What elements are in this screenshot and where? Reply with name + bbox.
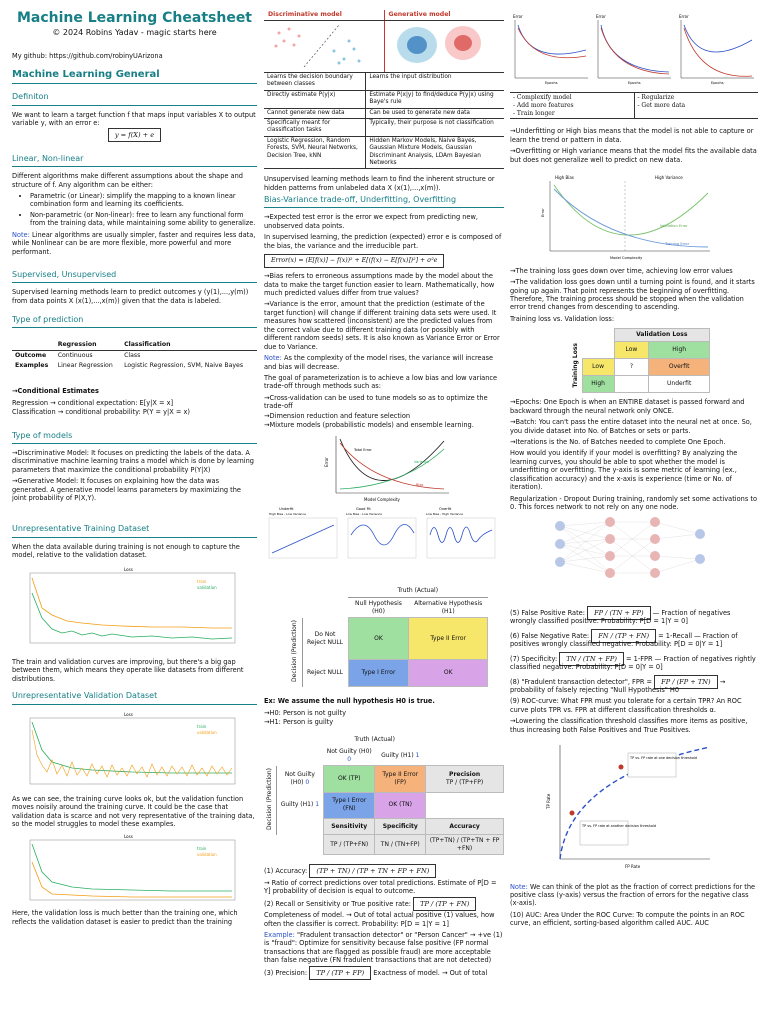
recall-formula: TP / (TP + FN) (413, 897, 476, 911)
underfit-line (272, 525, 334, 553)
cond-title: → Conditional Estimates (12, 387, 257, 395)
unrep-train-chart (12, 563, 242, 653)
remedy-item: - Add more features (513, 102, 574, 110)
cm-zero: 0 (347, 755, 352, 763)
legend-train: train (197, 845, 207, 851)
table-cell: Directly estimate P(y|x) (264, 90, 366, 108)
specificity-label: (7) Specificity: (510, 654, 558, 663)
legend-validation: validation (197, 729, 217, 735)
variance-curve (340, 449, 444, 489)
gen-header: Generative model (388, 11, 451, 18)
cm-acc-formula: (TP+TN) / (TP+TN + FP +FN) (426, 835, 504, 855)
definition-formula: y = f(X) + e (108, 128, 161, 142)
precision-formula: TP / (TP + FP) (309, 966, 371, 980)
example-h1: → H1: Person is guilty (264, 718, 504, 726)
hyp-cell-ok: OK (409, 659, 488, 686)
accuracy-desc: → Ratio of correct predictions over total predictions. Estimate of P[D = Y] probability of decision is equal to outcome. (264, 878, 497, 896)
fpr-label: (5) False Positive Rate: (510, 608, 585, 617)
remedy-item: - Get more data (637, 102, 686, 110)
table-cell: Class (124, 352, 141, 360)
table-cell: Typically, their purpose is not classification (366, 118, 504, 136)
hyp-reject: Reject NULL (306, 669, 344, 677)
subsection-unrep-train: Unrepresentative Training Dataset (12, 524, 257, 537)
plot-y-label: Error (513, 14, 523, 19)
roc-annotation: TP vs. FP rate at one decision threshold (630, 756, 698, 761)
note-label: Note: (264, 354, 282, 363)
table-cell: Cannot generate new data (264, 108, 366, 118)
plot-x-label: Epochs (545, 81, 558, 85)
threshold-point (619, 765, 624, 770)
column-middle (264, 0, 504, 1024)
x-label: Model Complexity (364, 496, 400, 502)
unrep-train-text: When the data available during training is not enough to capture the model, relative to the validation dataset. (12, 542, 240, 560)
legend-validation: validation (197, 851, 217, 857)
table-row (264, 90, 504, 108)
iterations-text: → Iterations is the No. of Batches needed to complete One Epoch. (510, 438, 758, 446)
linear-note: Linear algorithms are usually simpler, faster and requires less data, while Nonlinear can be are more flexible, more powerful and more performant. (12, 230, 256, 256)
bv-composition: In supervised learning, the prediction (expected) error e is composed of the bias, the variance and the irreducible part. (264, 233, 502, 250)
fnr-formula: FN / (TP + FN) (591, 629, 656, 643)
hyp-truth: Truth (Actual) (348, 585, 488, 597)
loss-cell-overfit: Overfit (649, 359, 710, 376)
roc-note: We can think of the plot as the fraction of correct predictions for the positive class (y-axis) versus the fraction of errors for the negative class (x-axis). (510, 882, 756, 908)
cm-truth: Truth (Actual) (354, 736, 395, 744)
cm-sensitivity: Sensitivity (331, 822, 368, 830)
cm-cell-fn: Type I Error (FN) (324, 792, 375, 818)
cm-zero: 0 (305, 779, 310, 786)
page-title: Machine Learning Cheatsheet (16, 10, 253, 26)
example-h0: → H0: Person is not guilty (264, 709, 504, 717)
table-header (12, 340, 55, 350)
table-row (264, 118, 504, 136)
y-label: Error (324, 456, 329, 467)
cm-not-guilty: Not Guilty (H0) (284, 771, 315, 786)
loss-p2: → The validation loss goes down until a turning point is found, and it starts going up again. That point represents the beginning of overfitting. Therefore, The training process should be stopped when the validation error trend changes from descending to ascending. (510, 278, 758, 312)
table-cell: Estimate P(x|y) to find/deduce P(y|x) using Baye's rule (366, 90, 504, 108)
remedy-item: - Regularize (637, 94, 675, 102)
hyp-alt: Alternative Hypothesis (H1) (414, 600, 483, 615)
list-item: • Parametric (or Linear): simplify the mapping to a known linear combination form and learning its coefficients. (30, 192, 257, 209)
dropout-text: Regularization - Dropout During training, randomly set some activations to 0. This forces network to not rely on any one node. (510, 494, 758, 511)
bv-method: → Dimension reduction and feature selection (264, 412, 504, 420)
learning-curve-panel (679, 14, 754, 85)
prediction-table (12, 340, 257, 371)
hyp-dnr: Do Not Reject NULL (306, 631, 344, 646)
cm-cell-fp: Type II Error (FP) (375, 766, 426, 792)
legend-train: train (197, 578, 207, 584)
cm-one: 1 (415, 751, 420, 759)
hyp-cell-type2: Type II Error (409, 618, 488, 659)
learning-curves-figure (510, 10, 758, 90)
cm-one: 1 (315, 801, 320, 809)
x-label: Model Complexity (610, 256, 643, 261)
disc-header: Discriminative model (268, 11, 342, 18)
cm-guilty: Guilty (H1) (381, 751, 414, 759)
table-row (12, 361, 257, 371)
specificity-formula: TN / (TN + FP) (559, 652, 624, 666)
page-subtitle: © 2024 Robins Yadav - magic starts here (52, 27, 217, 37)
list-item: • Non-parametric (or Non-linear): free to learn any functional form from the training data, while maintaining some ability to generalize. (30, 211, 257, 228)
plot-x-label: Epochs (628, 81, 641, 85)
fraud-formula: FP / (FP + TN) (654, 675, 717, 689)
fit-label: Overfit (439, 507, 452, 512)
table-header: Regression (55, 340, 121, 350)
table-cell: Can be used to generate new data (366, 108, 504, 118)
table-cell: Logistic Regression, SVM, Naive Bayes (124, 362, 244, 370)
fit-sublabel: Low Bias - High Variance (426, 512, 463, 517)
variance-label: Variance (414, 459, 430, 464)
hyp-decision: Decision (Prediction) (266, 767, 273, 830)
table-cell: Examples (15, 362, 49, 370)
remedies-table (510, 92, 758, 119)
plot-title: Loss (124, 566, 133, 572)
unrep-val-caption-2: Here, the validation loss is much better than the training one, which reflects the validation dataset is easier to predict than the training (12, 909, 238, 926)
goodfit-curve (351, 524, 414, 545)
linear-list (30, 192, 257, 228)
subsection-models: Type of models (12, 431, 257, 444)
section-ml-general: Machine Learning General (12, 69, 257, 85)
train-err-label: Training Error (665, 242, 690, 247)
bias-label: Bias (416, 482, 424, 487)
fit-label: Good Fit (356, 507, 371, 512)
linear-intro: Different algorithms make different assumptions about the shape and structure of f. Any algorithm can be either: (12, 172, 243, 189)
unrep-train-caption: The train and validation curves are improving, but there's a big gap between them, which means they operate like datasets from different distributions. (12, 657, 244, 683)
high-variance-label: High Variance (655, 175, 683, 181)
total-label: Total Error (354, 447, 372, 452)
hyp-decision: Decision (Prediction) (290, 619, 298, 682)
table-cell: Linear Regression (57, 362, 113, 370)
fraud-desc: → probability of falsely rejecting "Null Hypothesis" H0 (510, 677, 726, 694)
bv-variance: → Variance is the error, amount that the prediction (estimate of the target function) will change if different training data sets were used. It measures how scattered (inconsistent) are the predicted values from the correct value due to different training data (or possibly with different random seeds) sets. It is also known as Variance Error or Error due to Variance. (264, 300, 504, 351)
bv-method: → Mixture models (probabilistic models) and ensemble learning. (264, 421, 504, 429)
example-label: Example: (264, 931, 295, 940)
fnr-desc: = 1-Recall — Fraction of positives wrongly classified negative. Probability: P[D = 0|Y = 1] (510, 631, 738, 649)
bv-goal: The goal of parameterization is to achieve a low bias and low variance trade-off through methods such as: (264, 373, 498, 391)
note-label: Note: (510, 882, 528, 891)
roc-annotation: TP vs. FP rate at another decision threshold (582, 824, 657, 829)
vl-high: High (649, 341, 710, 358)
underfit-text: → Underfitting or High bias means that the model is not able to capture or learn the trend or pattern in data. (510, 127, 758, 144)
cond-classification: Classification → conditional probability: P(Y = y|X = x) (12, 408, 190, 417)
precision-desc: Exactness of model. → Out of total (373, 968, 488, 977)
subsection-linear: Linear, Non-linear (12, 154, 257, 167)
confusion-matrix (264, 734, 504, 855)
validation-curve (32, 862, 232, 897)
epochs-text: → Epochs: One Epoch is when an ENTIRE dataset is passed forward and backward through the neural network only ONCE. (510, 398, 758, 415)
disc-gen-figure (264, 10, 504, 72)
high-bias-label: High Bias (555, 175, 574, 181)
tl-low: Low (582, 359, 614, 376)
cm-precision: Precision (449, 771, 481, 779)
fp-rate-label: FP Rate (625, 864, 641, 870)
accuracy-label: (1) Accuracy: (264, 867, 308, 876)
val-err-label: Validation Error (660, 224, 688, 229)
definition-text: We want to learn a target function f that maps input variables X to output variable y, with an error e: (12, 110, 256, 128)
cm-cell-tn: OK (TN) (375, 792, 426, 818)
cm-not-guilty: Not Guilty (H0) (326, 748, 372, 756)
cm-guilty: Guilty (H1) (280, 801, 314, 809)
bv-formula: Error(x) = (E[f(x)] − f(x))² + E[(f(x) − E[f(x)])²] + σ²e (264, 254, 444, 268)
roc-text-2: → Lowering the classification threshold classifies more items as positive, thus increasing both False Positives and True Positives. (510, 717, 758, 734)
learning-curve-panel (596, 14, 671, 85)
fraud-label: (8) "Fradulent transaction detector", FPR = (510, 677, 653, 686)
loss-matrix (570, 328, 710, 393)
loss-bullet: Training loss vs. Validation loss: (510, 314, 615, 323)
discriminative-text: → Discriminative Model: It focuses on predicting the labels of the data. A discriminative machine learning trains a model which is done by learning parameters that maximize the conditional probability P(Y|X) (12, 449, 257, 474)
unrep-val-chart-2 (12, 832, 242, 904)
table-cell: Learns the input distribution (366, 72, 504, 90)
identify-text: How would you identify if your model is overfitting? By analyzing the learning curves, you should be able to spot whether the model is underfitting or overfitting. The y-axis is some metric of learning (ex., classification accuracy) and the x-axis is experience (time or No. of iteration). (510, 449, 738, 492)
tl-high: High (582, 376, 614, 393)
cm-spec-formula: TN / (TN+FP) (375, 835, 426, 855)
example-title: Ex: We assume the null hypothesis H0 is true. (264, 697, 435, 706)
fit-panel (348, 518, 416, 558)
hyp-null: Null Hypothesis (H0) (355, 600, 402, 615)
cm-accuracy: Accuracy (449, 822, 480, 830)
plot-y-label: Error (679, 14, 689, 19)
bias-variance-error-chart (510, 171, 758, 261)
table-row (264, 136, 504, 169)
loss-p1: → The training loss goes down over time, achieving low error values (510, 267, 758, 275)
fpr-formula: FP / (TN + FP) (587, 606, 650, 620)
unrep-val-caption: As we can see, the training curve looks ok, but the validation function moves noisily around the training curve. It could be the case that validation data is scarce and not very representative of the training data, so the model struggles to model these examples. (12, 794, 255, 829)
hyp-cell-ok: OK (348, 618, 409, 659)
subsection-unrep-val: Unrepresentative Validation Dataset (12, 691, 257, 704)
table-row (12, 351, 257, 361)
hyp-cell-type1: Type I Error (348, 659, 409, 686)
bias-variance-chart (264, 431, 504, 503)
column-left (12, 0, 257, 1024)
disc-gen-table (264, 72, 504, 169)
roc-curve-chart (510, 737, 758, 877)
fpr-desc: — Fraction of negatives wrongly classified positive. Probability: P[D = 1|Y = 0] (510, 608, 731, 626)
loss-cell-underfit: Underfit (649, 376, 710, 393)
legend-validation: validation (197, 584, 217, 590)
fnr-label: (6) False Negative Rate: (510, 631, 590, 640)
auc-text: (10) AUC: Area Under the ROC Curve: To compute the points in an ROC curve, an efficient, sorting-based algorithm called AUC. AUC (510, 910, 745, 928)
bv-note: As the complexity of the model rises, the variance will increase and bias will decrease. (264, 354, 494, 371)
overfit-text: → Overfitting or High variance means that the model fits the available data but does not generalize well to predict on new data. (510, 147, 758, 164)
generative-text: → Generative Model: It focuses on explaining how the data was generated. A generative model learns parameters by maximizing the joint probability of P(X,Y). (12, 477, 257, 502)
fit-label: Underfit (279, 507, 294, 512)
overfit-curve (430, 527, 492, 543)
precision-label: (3) Precision: (264, 968, 308, 977)
table-cell: Continuous (57, 352, 93, 360)
recall-label: (2) Recall or Sensitivity or True positive rate: (264, 899, 411, 908)
cm-cell-tp: OK (TP) (324, 766, 375, 792)
table-cell: Logistic Regression, Random Forests, SVM, Neural Networks, Decision Tree, kNN (264, 136, 366, 169)
loss-cell-question: ? (614, 359, 649, 376)
bv-method: → Cross-validation can be used to tune models so as to optimize the trade-off (264, 394, 504, 411)
tl-label: Training Loss (572, 343, 579, 389)
fit-examples-figure (264, 505, 504, 561)
training-error-curve (554, 189, 708, 247)
validation-curve (32, 730, 232, 777)
hypothesis-table (288, 585, 488, 687)
table-row (264, 108, 504, 118)
supervised-text: Supervised learning methods learn to predict outcomes y (y(1),...,y(m)) from data points X (x(1),...,x(m)) given that the data is labeled. (12, 288, 249, 305)
plot-x-label: Epochs (711, 81, 724, 85)
batch-text: → Batch: You can't pass the entire dataset into the neural net at once. So, you divide dataset into No. of Batches or sets or parts. (510, 418, 758, 435)
vl-header: Validation Loss (614, 329, 709, 342)
plot-title: Loss (124, 833, 133, 839)
fit-sublabel: Low Bias - Low Variance (346, 512, 382, 517)
legend-train: train (197, 723, 207, 729)
github-link[interactable]: My github: https://github.com/robinyUArizona (12, 52, 163, 61)
specificity-desc: = 1-FPR — Fraction of negatives rightly classified negative. Probability: P[D = 0|Y = 0] (510, 654, 756, 672)
threshold-point (570, 811, 575, 816)
table-cell: Hidden Markov Models, Naive Bayes, Gaussian Mixture Models, Gaussian Discriminant Analysis, LDAm Bayesian Networks (366, 136, 504, 169)
vl-low: Low (614, 341, 649, 358)
gen-model-illustration (385, 21, 500, 69)
plot-y-label: Error (596, 14, 606, 19)
y-label: Error (541, 208, 545, 218)
validation-curve (32, 593, 232, 639)
unsupervised-text: Unsupervised learning methods learn to find the inherent structure or hidden patterns from unlabeled data X (x(1),...,x(m)). (264, 175, 495, 192)
fit-sublabel: High Bias - Low Variance (269, 512, 306, 517)
table-cell: Specifically meant for classification tasks (264, 118, 366, 136)
cm-sens-formula: TP / (TP+FN) (324, 835, 375, 855)
accuracy-formula: (TP + TN) / (TP + TN + FP + FN) (309, 864, 436, 878)
cm-precision-formula: TP / (TP+FP) (445, 779, 484, 786)
fit-panel (269, 518, 337, 558)
bv-expected: → Expected test error is the error we expect from predicting new, unobserved data points. (264, 213, 504, 230)
table-cell: Outcome (15, 352, 47, 360)
table-header: Classification (121, 340, 257, 350)
table-cell: Learns the decision boundary between classes (264, 72, 366, 90)
subsection-supervised: Supervised, Unsupervised (12, 270, 257, 283)
tp-rate-label: TP Rate (546, 793, 551, 810)
learning-curve-panel (513, 14, 588, 85)
remedy-item: - Complexify model (513, 94, 572, 102)
bv-bias: → Bias refers to erroneous assumptions made by the model about the data to make the target function easier to learn. Mathematically, how much predicted values differ from true values? (264, 272, 504, 297)
subsection-definition: Definiton (12, 92, 257, 105)
dropout-network-illustration (510, 514, 758, 588)
column-right (510, 0, 758, 1024)
unrep-val-chart (12, 710, 242, 790)
recall-example: "Fradulent transaction detector" or "Person Cancer" → +ve (1) is "fraud": Optimize for sensitivity because false positive (FP normal transactions that are flagged as possible fraud) are more acceptable than false negative (FN fradulent transactions that are not detected) (264, 931, 503, 965)
recall-desc: Completeness of model. → Out of total actual positive (1) values, how often the classifier is correct. Probability: P[D = 1|Y = 1] (264, 911, 495, 928)
subsection-bias-variance: Bias-Variance trade-off, Underfitting, Overfitting (264, 195, 504, 208)
roc-text: (9) ROC-curve: What FPR must you tolerate for a certain TPR? An ROC curve plots TPR vs. FPR at different classification thresholds α. (510, 697, 742, 714)
note-label: Note: (12, 230, 30, 239)
disc-model-illustration (264, 21, 379, 69)
plot-title: Loss (124, 711, 133, 717)
table-row (264, 72, 504, 90)
cm-specificity: Specificity (382, 822, 418, 830)
remedy-item: - Train longer (513, 109, 555, 117)
cond-regression: Regression → conditional expectation: E[y|X = x] (12, 398, 174, 407)
subsection-prediction: Type of prediction (12, 315, 257, 328)
